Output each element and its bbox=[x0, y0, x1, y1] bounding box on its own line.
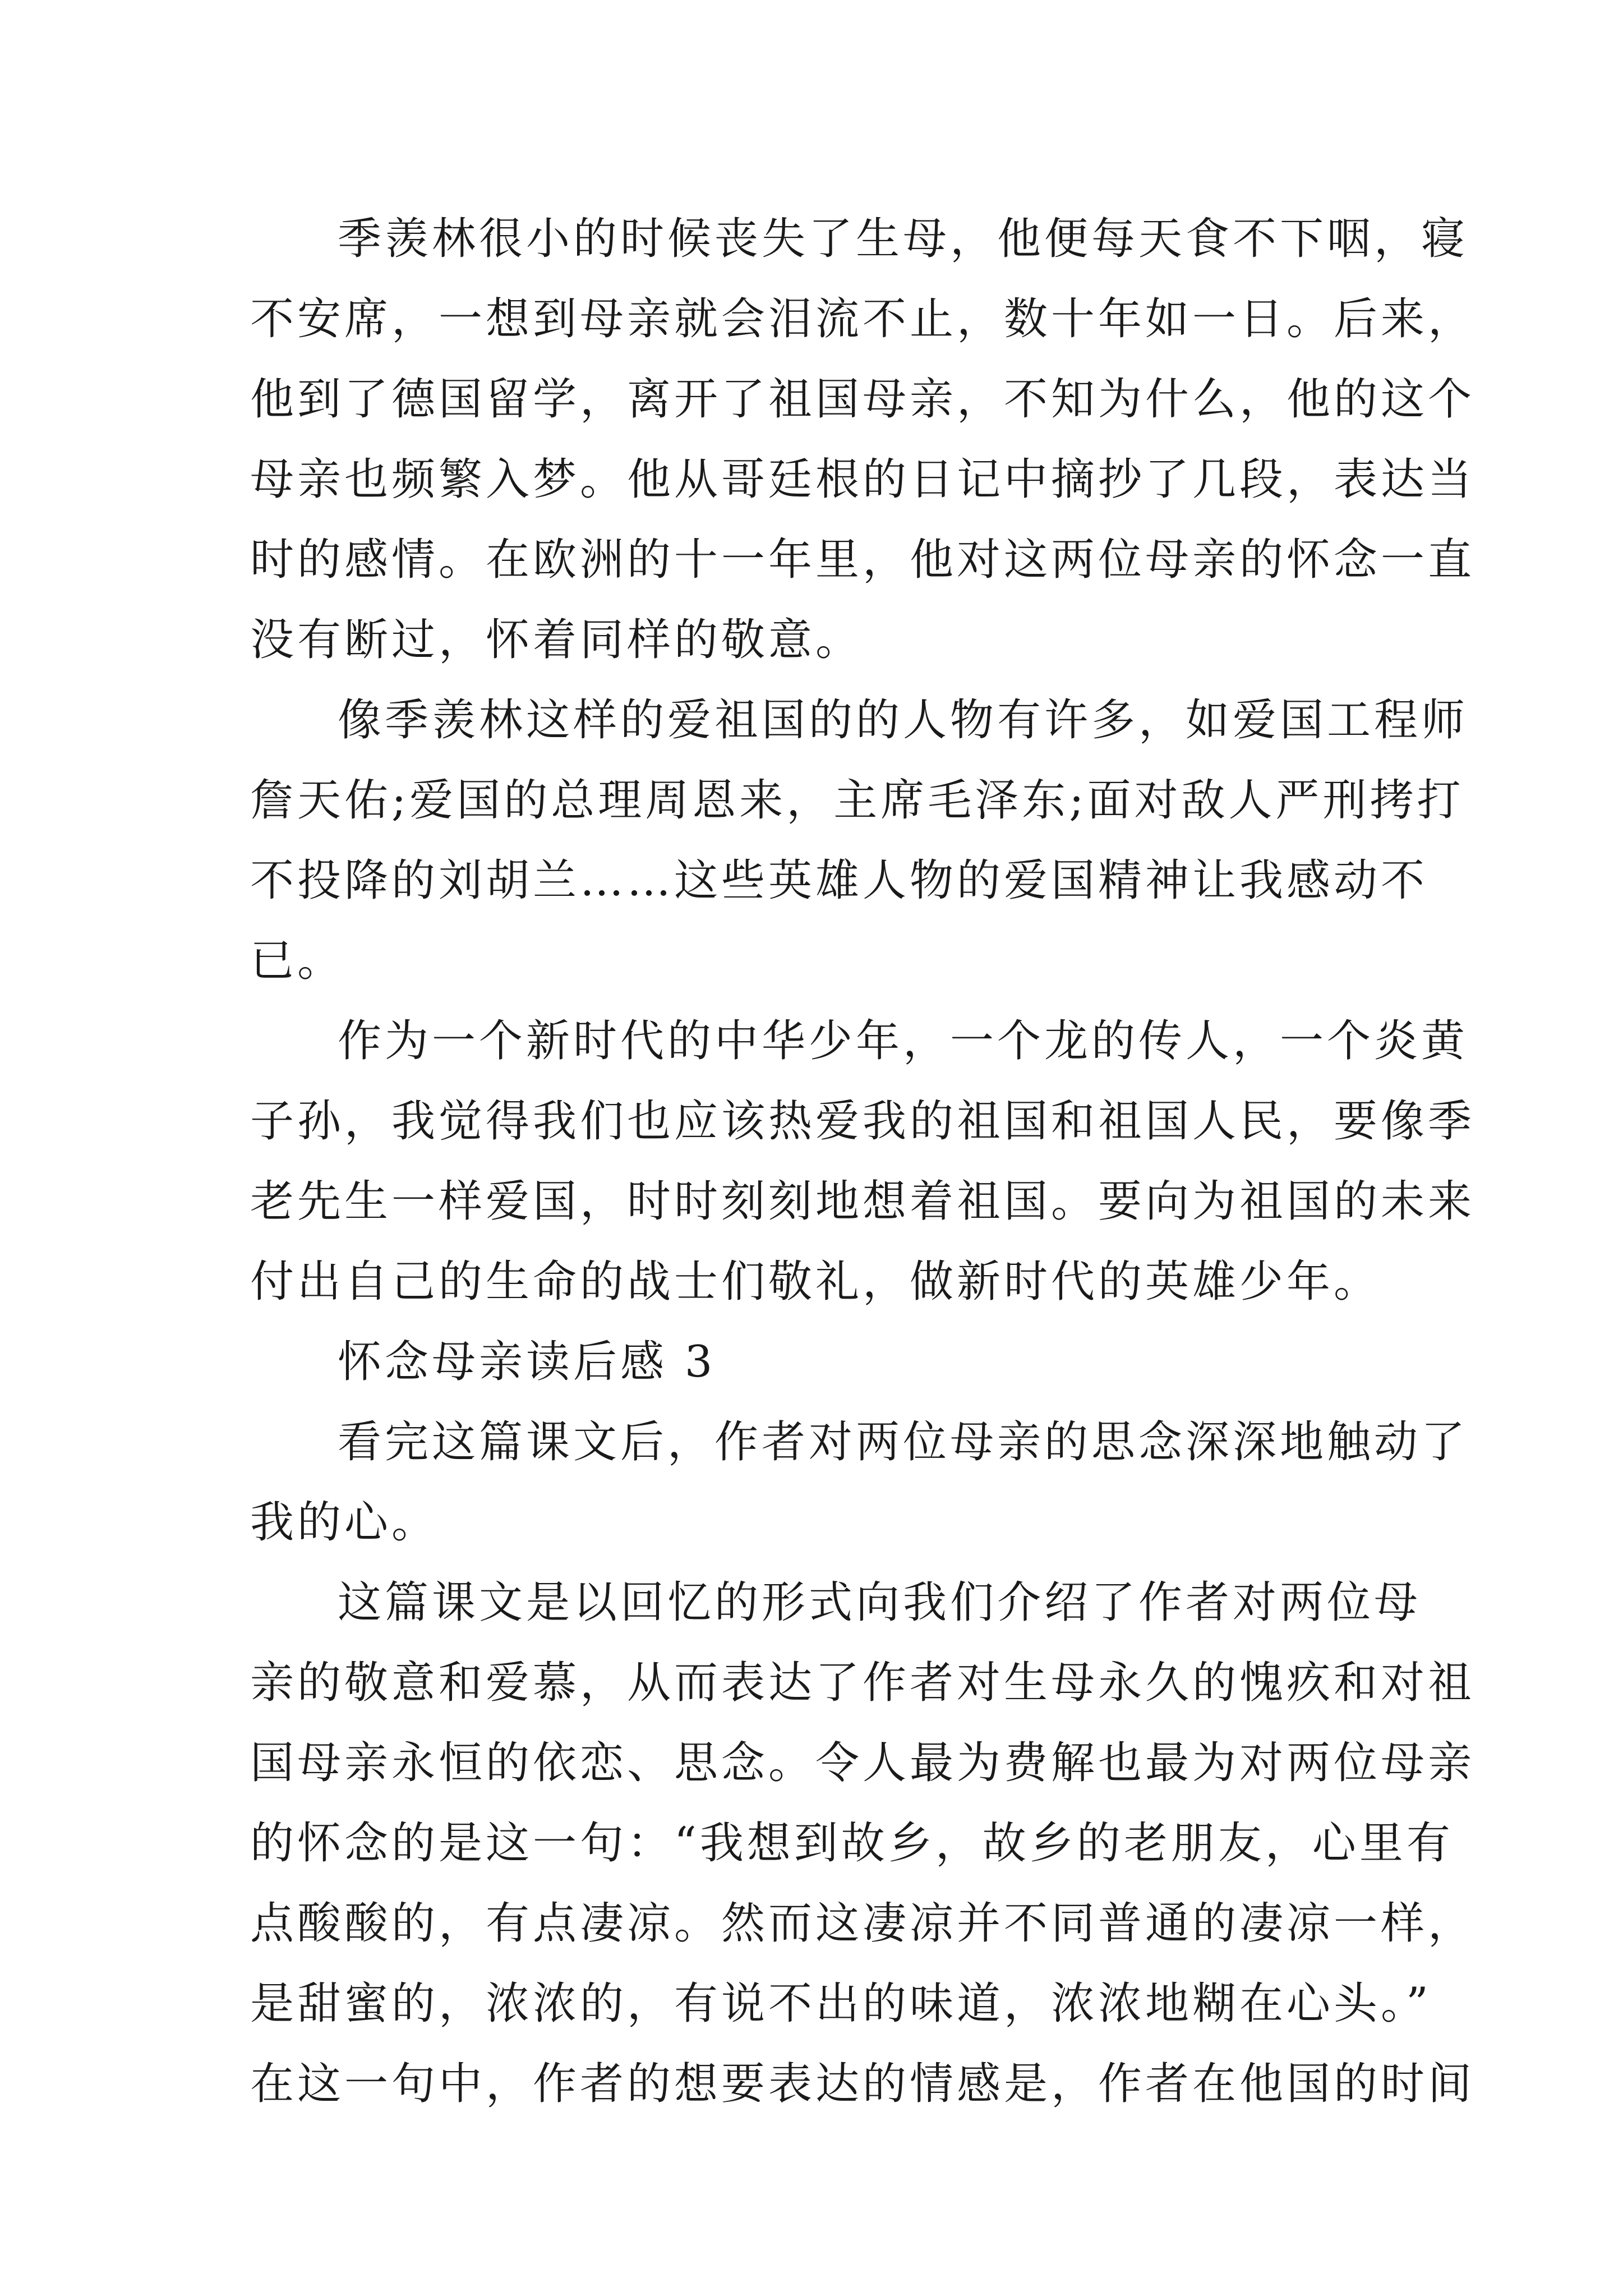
text-line: 不投降的刘胡兰……这些英雄人物的爱国精神让我感动不 bbox=[250, 855, 1428, 906]
text-line: 看完这篇课文后，作者对两位母亲的思念深深地触动了 bbox=[338, 1417, 1469, 1467]
text-line: 点酸酸的，有点凄凉。然而这凄凉并不同普通的凄凉一样， bbox=[250, 1898, 1476, 1949]
text-line: 不安席，一想到母亲就会泪流不止，数十年如一日。后来， bbox=[250, 294, 1476, 344]
text-line: 在这一句中，作者的想要表达的情感是，作者在他国的时间 bbox=[250, 2059, 1476, 2109]
text-line: 母亲也频繁入梦。他从哥廷根的日记中摘抄了几段，表达当 bbox=[250, 454, 1476, 505]
text-line: 没有断过，怀着同样的敬意。 bbox=[250, 615, 863, 665]
text-line: 作为一个新时代的中华少年，一个龙的传人，一个炎黄 bbox=[338, 1016, 1469, 1066]
text-line: 亲的敬意和爱慕，从而表达了作者对生母永久的愧疚和对祖 bbox=[250, 1658, 1476, 1708]
text-line: 季羡林很小的时候丧失了生母，他便每天食不下咽，寝 bbox=[338, 214, 1469, 264]
section-heading: 怀念母亲读后感 3 bbox=[338, 1337, 716, 1387]
text-line: 付出自己的生命的战士们敬礼，做新时代的英雄少年。 bbox=[250, 1257, 1381, 1307]
text-line: 已。 bbox=[250, 936, 345, 986]
text-line: 子孙，我觉得我们也应该热爱我的祖国和祖国人民，要像季 bbox=[250, 1096, 1476, 1147]
text-line: 这篇课文是以回忆的形式向我们介绍了作者对两位母 bbox=[338, 1577, 1422, 1628]
body-text bbox=[250, 199, 1476, 2124]
text-line: 像季羡林这样的爱祖国的的人物有许多，如爱国工程师 bbox=[338, 695, 1469, 746]
text-line: 詹天佑;爱国的总理周恩来，主席毛泽东;面对敌人严刑拷打 bbox=[250, 775, 1464, 826]
text-line: 的怀念的是这一句：“我想到故乡，故乡的老朋友，心里有 bbox=[250, 1818, 1454, 1869]
text-line: 老先生一样爱国，时时刻刻地想着祖国。要向为祖国的未来 bbox=[250, 1176, 1476, 1227]
text-line: 我的心。 bbox=[250, 1497, 439, 1548]
text-line: 时的感情。在欧洲的十一年里，他对这两位母亲的怀念一直 bbox=[250, 535, 1476, 585]
text-line: 是甜蜜的，浓浓的，有说不出的味道，浓浓地糊在心头。” bbox=[250, 1978, 1432, 2029]
text-line: 他到了德国留学，离开了祖国母亲，不知为什么，他的这个 bbox=[250, 374, 1476, 425]
text-line: 国母亲永恒的依恋、思念。令人最为费解也最为对两位母亲 bbox=[250, 1738, 1476, 1788]
